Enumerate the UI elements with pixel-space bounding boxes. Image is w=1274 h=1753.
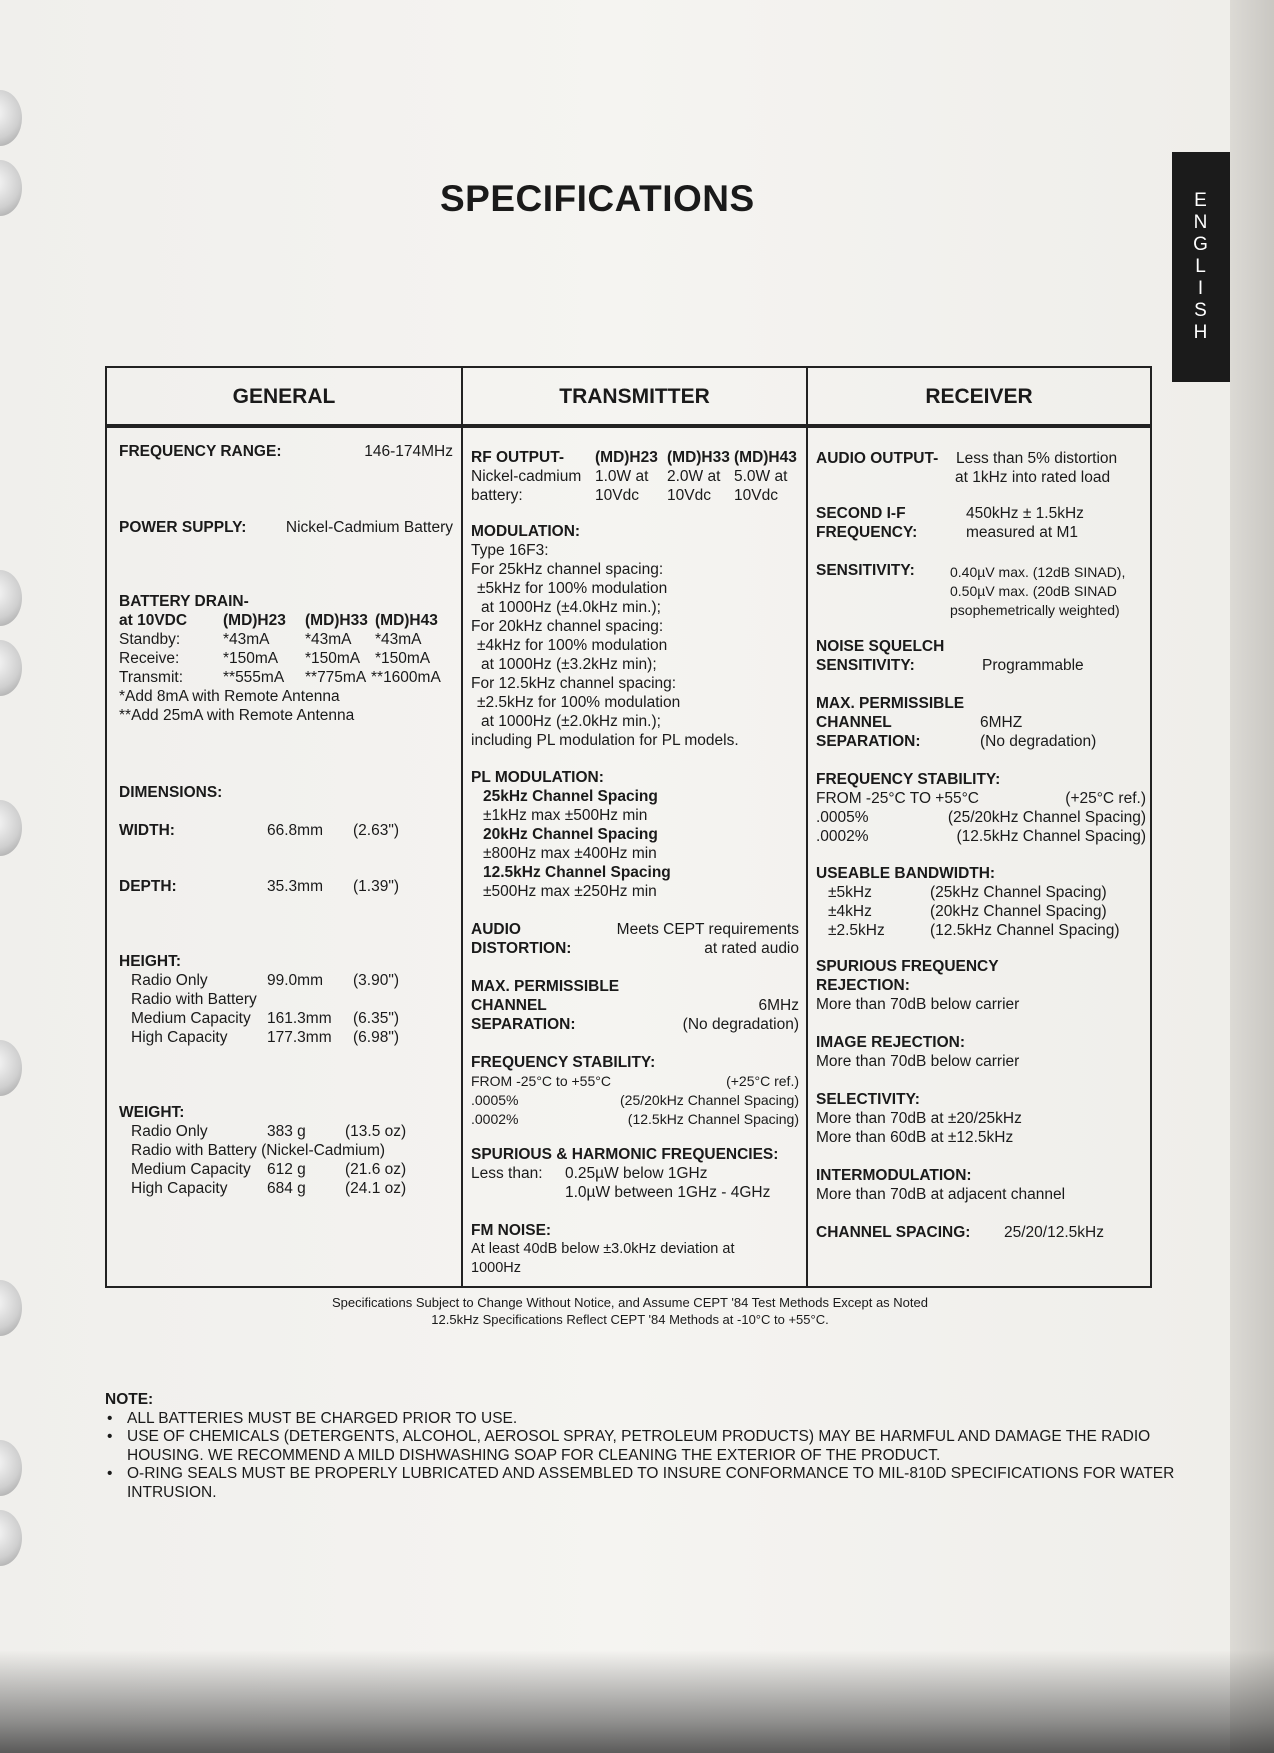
- freq-range-label: FREQUENCY RANGE:: [119, 443, 282, 460]
- weight-row-label: High Capacity: [131, 1180, 228, 1197]
- power-supply-value: Nickel-Cadmium Battery: [285, 519, 453, 536]
- second-if-value: measured at M1: [966, 524, 1078, 541]
- sensitivity-value: psophemetrically weighted): [950, 602, 1120, 618]
- modulation-line: at 1000Hz (±3.2kHz min);: [481, 656, 657, 673]
- max-permissible-label: MAX. PERMISSIBLE: [816, 695, 965, 712]
- note-item: • ALL BATTERIES MUST BE CHARGED PRIOR TO USE.: [105, 1410, 1175, 1429]
- rf-value: 5.0W at: [734, 468, 788, 485]
- sensitivity-value: 0.40µV max. (12dB SINAD),: [950, 564, 1126, 580]
- height-row: [131, 990, 465, 1009]
- drain-model: (MD)H43: [375, 612, 438, 629]
- freq-stability-ref: (+25°C ref.): [726, 1073, 799, 1089]
- footnote-line: 12.5kHz Specifications Reflect CEPT '84 Methods at -10°C to +55°C.: [431, 1312, 829, 1327]
- sensitivity-value: 0.50µV max. (20dB SINAD: [950, 583, 1117, 599]
- weight-row-label: Radio Only: [131, 1123, 208, 1140]
- bandwidth-note: (25kHz Channel Spacing): [930, 884, 1107, 901]
- height-in: (3.90"): [353, 972, 399, 989]
- audio-distortion-value: Meets CEPT requirements: [616, 921, 799, 938]
- tab-letter: E: [1194, 190, 1208, 211]
- modulation-line: ±5kHz for 100% modulation: [477, 580, 668, 597]
- drain-value: **1600mA: [371, 669, 441, 686]
- freq-stability-value: .0002%: [471, 1111, 519, 1127]
- weight-row: [131, 1160, 465, 1179]
- tab-letter: S: [1194, 300, 1208, 321]
- drain-value: *43mA: [223, 631, 270, 648]
- drain-value: *150mA: [305, 650, 361, 667]
- column-divider: [806, 426, 808, 1286]
- modulation-line: at 1000Hz (±4.0kHz min.);: [481, 599, 661, 616]
- weight-label: WEIGHT:: [119, 1104, 185, 1121]
- audio-distortion-value: at rated audio: [704, 940, 799, 957]
- max-permissible-label: MAX. PERMISSIBLE: [471, 978, 620, 995]
- audio-distortion-label: DISTORTION:: [471, 940, 572, 957]
- language-tab: [1172, 152, 1230, 382]
- drain-row: [119, 668, 453, 687]
- modulation-label: MODULATION:: [471, 523, 581, 540]
- spec-footnote: [220, 1294, 1040, 1328]
- page-title: SPECIFICATIONS: [440, 178, 755, 219]
- audio-output-label: AUDIO OUTPUT-: [816, 450, 939, 467]
- height-mm: 177.3mm: [267, 1029, 332, 1046]
- header-general: GENERAL: [105, 366, 463, 428]
- sensitivity-label: SENSITIVITY:: [816, 562, 915, 579]
- spurious-rejection-value: More than 70dB below carrier: [816, 996, 1020, 1013]
- note-item: • USE OF CHEMICALS (DETERGENTS, ALCOHOL, AEROSOL SPRAY, PETROLEUM PRODUCTS) MAY BE HARMFUL AND DAMAGE THE RADIO HOUSING. WE RECOMMEND A MILD DISHWASHING SOAP FOR CLEANING THE EXTERIOR OF THE PRODUCT.: [105, 1428, 1175, 1465]
- pl-spacing-label: 25kHz Channel Spacing: [483, 788, 658, 805]
- height-in: (6.98"): [353, 1029, 399, 1046]
- width-mm: 66.8mm: [267, 822, 323, 839]
- rf-output-label: RF OUTPUT-: [471, 449, 564, 466]
- rf-value: 10Vdc: [734, 487, 778, 504]
- height-row-label: Radio with Battery: [131, 991, 257, 1008]
- depth-mm: 35.3mm: [267, 878, 323, 895]
- drain-note: **Add 25mA with Remote Antenna: [119, 707, 355, 724]
- drain-at: at 10VDC: [119, 612, 188, 629]
- max-permissible-value: 6MHz: [758, 997, 799, 1014]
- note-section: [105, 1391, 1175, 1502]
- rf-value: 1.0W at: [595, 468, 649, 485]
- rf-model: (MD)H23: [595, 449, 658, 466]
- bandwidth-value: ±4kHz: [828, 903, 872, 920]
- height-mm: 161.3mm: [267, 1010, 332, 1027]
- weight-row-label: Medium Capacity: [131, 1161, 251, 1178]
- drain-value: *43mA: [375, 631, 422, 648]
- tab-letter: I: [1197, 278, 1205, 299]
- rf-value: 10Vdc: [595, 487, 639, 504]
- pl-spacing-label: 20kHz Channel Spacing: [483, 826, 658, 843]
- weight-row: [131, 1122, 465, 1141]
- transmitter-column: [471, 426, 799, 1286]
- modulation-line: ±2.5kHz for 100% modulation: [477, 694, 681, 711]
- height-row: [131, 1028, 465, 1047]
- pl-modulation-label: PL MODULATION:: [471, 769, 604, 786]
- intermodulation-label: INTERMODULATION:: [816, 1167, 972, 1184]
- width-row: [119, 821, 453, 840]
- drain-value: **775mA: [305, 669, 367, 686]
- pl-spacing-value: ±500Hz max ±250Hz min: [483, 883, 657, 900]
- depth-label: DEPTH:: [119, 878, 177, 895]
- modulation-line: For 20kHz channel spacing:: [471, 618, 664, 635]
- second-if-label: SECOND I-F: [816, 505, 906, 522]
- fm-noise-value: At least 40dB below ±3.0kHz deviation at: [471, 1241, 735, 1257]
- spurious-value: 0.25µW below 1GHz: [565, 1165, 708, 1182]
- width-in: (2.63"): [353, 822, 399, 839]
- drain-value: *43mA: [305, 631, 352, 648]
- freq-stability-range: FROM -25°C TO +55°C: [816, 790, 979, 807]
- header-transmitter: TRANSMITTER: [461, 366, 808, 428]
- max-permissible-value: (No degradation): [682, 1016, 799, 1033]
- drain-model: (MD)H23: [223, 612, 286, 629]
- weight-oz: (24.1 oz): [345, 1180, 407, 1197]
- fm-noise-value: 1000Hz: [471, 1260, 521, 1276]
- header-receiver: RECEIVER: [806, 366, 1152, 428]
- rf-output-row: [471, 486, 799, 505]
- fm-noise-label: FM NOISE:: [471, 1222, 552, 1239]
- rf-model: (MD)H33: [667, 449, 730, 466]
- freq-stability-note: (12.5kHz Channel Spacing): [627, 1111, 799, 1127]
- rf-value: 2.0W at: [667, 468, 721, 485]
- weight-g: 684 g: [267, 1180, 306, 1197]
- pl-spacing-label: 12.5kHz Channel Spacing: [483, 864, 671, 881]
- freq-stability-note: (25/20kHz Channel Spacing): [620, 1092, 799, 1108]
- spurious-less: Less than:: [471, 1165, 543, 1182]
- tab-letter: N: [1193, 212, 1209, 233]
- rf-row-label: battery:: [471, 487, 523, 504]
- weight-oz: (21.6 oz): [345, 1161, 407, 1178]
- weight-row: [131, 1179, 465, 1198]
- tab-letter: L: [1195, 256, 1207, 277]
- spurious-harmonic-label: SPURIOUS & HARMONIC FREQUENCIES:: [471, 1146, 779, 1163]
- second-if-label: FREQUENCY:: [816, 524, 918, 541]
- modulation-line: including PL modulation for PL models.: [471, 732, 739, 749]
- battery-drain-header: [119, 611, 453, 630]
- rf-output-row: [471, 467, 799, 486]
- bandwidth-value: ±2.5kHz: [828, 922, 885, 939]
- drain-row-label: Receive:: [119, 650, 180, 667]
- rf-value: 10Vdc: [667, 487, 711, 504]
- dimensions-label: DIMENSIONS:: [119, 784, 223, 801]
- weight-row: [131, 1141, 465, 1160]
- selectivity-value: More than 60dB at ±12.5kHz: [816, 1129, 1014, 1146]
- power-supply-label: POWER SUPPLY:: [119, 519, 247, 536]
- general-column: [119, 426, 453, 1286]
- audio-output-value: Less than 5% distortion: [956, 450, 1118, 467]
- height-row-label: Radio Only: [131, 972, 208, 989]
- page-edge: [1230, 0, 1274, 1753]
- modulation-line: Type 16F3:: [471, 542, 549, 559]
- drain-value: **555mA: [223, 669, 285, 686]
- intermodulation-value: More than 70dB at adjacent channel: [816, 1186, 1066, 1203]
- selectivity-label: SELECTIVITY:: [816, 1091, 920, 1108]
- height-row-label: Medium Capacity: [131, 1010, 251, 1027]
- channel-spacing-label: CHANNEL SPACING:: [816, 1224, 971, 1241]
- note-title: NOTE:: [105, 1391, 154, 1408]
- audio-distortion-label: AUDIO: [471, 921, 521, 938]
- spec-table: [105, 424, 1152, 1288]
- useable-bandwidth-label: USEABLE BANDWIDTH:: [816, 865, 996, 882]
- drain-model: (MD)H33: [305, 612, 368, 629]
- noise-squelch-label: NOISE SQUELCH: [816, 638, 945, 655]
- width-label: WIDTH:: [119, 822, 175, 839]
- weight-row-label: Radio with Battery (Nickel-Cadmium): [131, 1142, 386, 1159]
- freq-stability-value: .0005%: [816, 809, 869, 826]
- modulation-line: ±4kHz for 100% modulation: [477, 637, 668, 654]
- depth-row: [119, 877, 453, 896]
- weight-g: 383 g: [267, 1123, 306, 1140]
- drain-value: *150mA: [375, 650, 431, 667]
- freq-stability-value: .0005%: [471, 1092, 519, 1108]
- noise-squelch-value: Programmable: [982, 657, 1084, 674]
- drain-note: *Add 8mA with Remote Antenna: [119, 688, 340, 705]
- spurious-value: 1.0µW between 1GHz - 4GHz: [565, 1184, 771, 1201]
- spurious-rejection-label: SPURIOUS FREQUENCY: [816, 958, 999, 975]
- bandwidth-note: (12.5kHz Channel Spacing): [930, 922, 1120, 939]
- freq-stability-range: FROM -25°C to +55°C: [471, 1073, 611, 1089]
- drain-row-label: Standby:: [119, 631, 181, 648]
- freq-stability-note: (12.5kHz Channel Spacing): [956, 828, 1146, 845]
- scan-shadow: [0, 1650, 1274, 1753]
- height-row: [131, 971, 465, 990]
- rf-row-label: Nickel-cadmium: [471, 468, 582, 485]
- tab-letter: H: [1193, 322, 1209, 343]
- receiver-column: [816, 426, 1146, 1286]
- freq-stability-value: .0002%: [816, 828, 869, 845]
- max-permissible-value: 6MHZ: [980, 714, 1023, 731]
- height-in: (6.35"): [353, 1010, 399, 1027]
- freq-stability-label: FREQUENCY STABILITY:: [816, 771, 1001, 788]
- battery-drain-label: BATTERY DRAIN-: [119, 593, 249, 610]
- note-item: • O-RING SEALS MUST BE PROPERLY LUBRICATED AND ASSEMBLED TO INSURE CONFORMANCE TO MIL-810D SPECIFICATIONS FOR WATER INTRUSION.: [105, 1465, 1175, 1502]
- drain-row: [119, 649, 453, 668]
- pl-spacing-value: ±800Hz max ±400Hz min: [483, 845, 657, 862]
- height-row: [131, 1009, 465, 1028]
- max-permissible-label: SEPARATION:: [816, 733, 921, 750]
- footnote-line: Specifications Subject to Change Without Notice, and Assume CEPT '84 Test Methods Except as Noted: [332, 1295, 928, 1310]
- weight-oz: (13.5 oz): [345, 1123, 407, 1140]
- image-rejection-value: More than 70dB below carrier: [816, 1053, 1020, 1070]
- second-if-value: 450kHz ± 1.5kHz: [966, 505, 1084, 522]
- spurious-rejection-label: REJECTION:: [816, 977, 910, 994]
- freq-stability-label: FREQUENCY STABILITY:: [471, 1054, 656, 1071]
- rf-output-header: [471, 448, 799, 467]
- drain-value: *150mA: [223, 650, 279, 667]
- modulation-line: For 12.5kHz channel spacing:: [471, 675, 677, 692]
- bandwidth-value: ±5kHz: [828, 884, 872, 901]
- modulation-line: at 1000Hz (±2.0kHz min.);: [481, 713, 661, 730]
- pl-spacing-value: ±1kHz max ±500Hz min: [483, 807, 648, 824]
- channel-spacing-value: 25/20/12.5kHz: [1004, 1224, 1104, 1241]
- max-permissible-label: SEPARATION:: [471, 1016, 576, 1033]
- noise-squelch-label: SENSITIVITY:: [816, 657, 915, 674]
- audio-output-value: at 1kHz into rated load: [955, 469, 1111, 486]
- image-rejection-label: IMAGE REJECTION:: [816, 1034, 965, 1051]
- max-permissible-label: CHANNEL: [816, 714, 892, 731]
- height-mm: 99.0mm: [267, 972, 323, 989]
- height-row-label: High Capacity: [131, 1029, 228, 1046]
- max-permissible-label: CHANNEL: [471, 997, 547, 1014]
- modulation-line: For 25kHz channel spacing:: [471, 561, 664, 578]
- height-label: HEIGHT:: [119, 953, 181, 970]
- depth-in: (1.39"): [353, 878, 399, 895]
- rf-model: (MD)H43: [734, 449, 797, 466]
- drain-row-label: Transmit:: [119, 669, 184, 686]
- drain-row: [119, 630, 453, 649]
- weight-g: 612 g: [267, 1161, 306, 1178]
- modulation-lines: [471, 541, 739, 750]
- bandwidth-note: (20kHz Channel Spacing): [930, 903, 1107, 920]
- freq-stability-ref: (+25°C ref.): [1065, 790, 1146, 807]
- max-permissible-value: (No degradation): [980, 733, 1097, 750]
- selectivity-value: More than 70dB at ±20/25kHz: [816, 1110, 1022, 1127]
- freq-stability-note: (25/20kHz Channel Spacing): [947, 809, 1146, 826]
- freq-range-value: 146-174MHz: [364, 443, 453, 460]
- tab-letter: G: [1193, 234, 1209, 255]
